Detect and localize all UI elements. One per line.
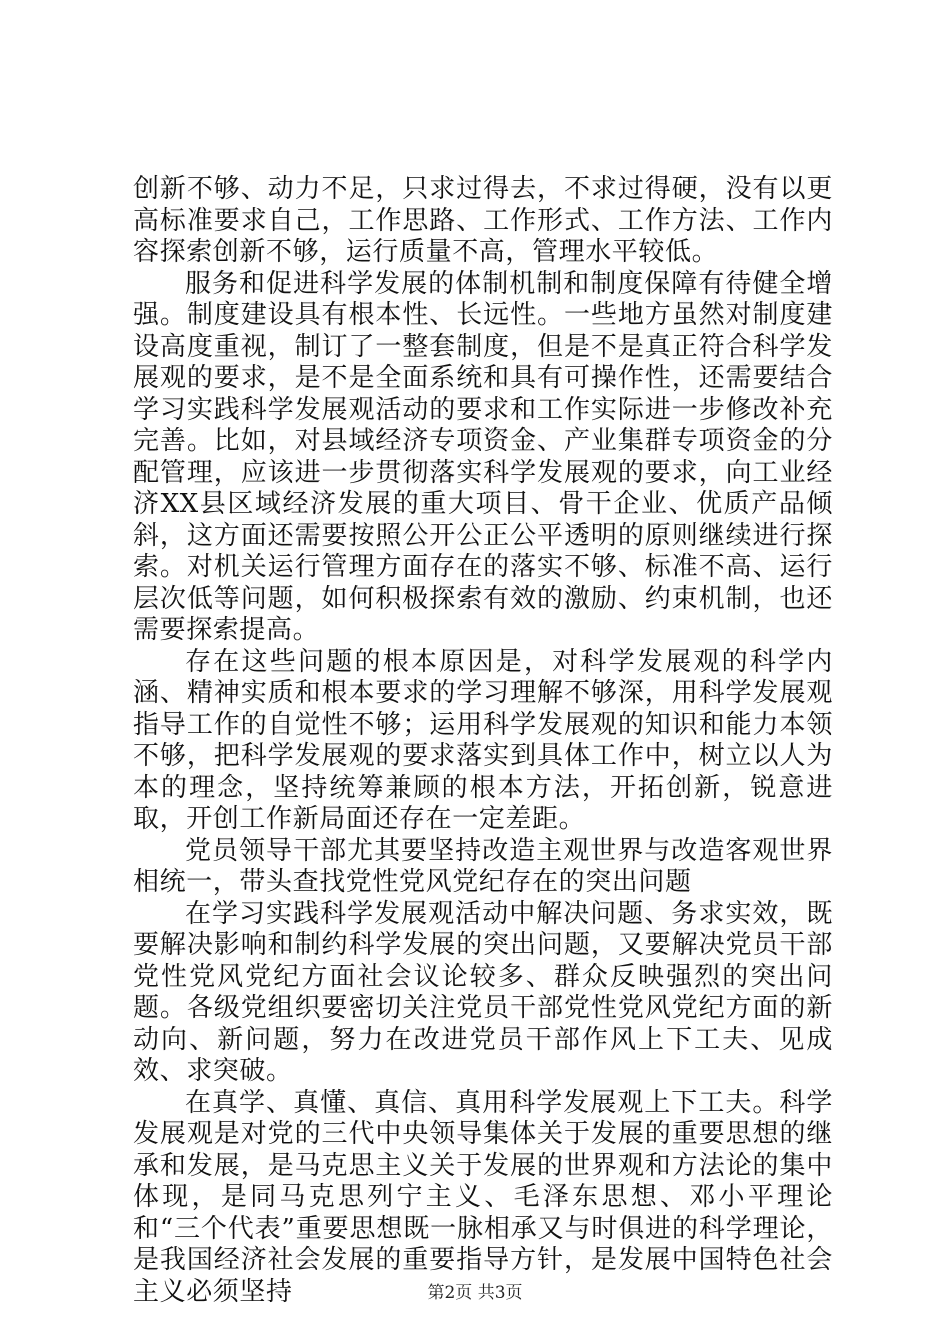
paragraph-solve-problems: 在学习实践科学发展观活动中解决问题、务求实效，既要解决影响和制约科学发展的突出问题，又要解决党员干部党性党风党纪方面社会议论较多、群众反映强烈的突出问题。各级党组织要密切关注党员干部党性党风党纪方面的新动向、新问题，努力在改进党员干部作风上下工夫、见成效、求突破。: [133, 898, 833, 1086]
paragraph-continuation: 创新不够、动力不足，只求过得去，不求过得硬，没有以更高标准要求自己，工作思路、工作形式、工作方法、工作内容探索创新不够，运行质量不高，管理水平较低。: [133, 174, 833, 267]
paragraph-institutional-guarantee: 服务和促进科学发展的体制机制和制度保障有待健全增强。制度建设具有根本性、长远性。一些地方虽然对制度建设高度重视，制订了一整套制度，但是不是真正符合科学发展观的要求，是不是全面系统和具有可操作性，还需要结合学习实践科学发展观活动的要求和工作实际进一步修改补充完善。比如，对县域经济专项资金、产业集群专项资金的分配管理，应该进一步贯彻落实科学发展观的要求，向工业经济XX县区域经济发展的重大项目、骨干企业、优质产品倾斜，这方面还需要按照公开公正公平透明的原则继续进行探索。对机关运行管理方面存在的落实不够、标准不高、运行层次低等问题，如何积极探索有效的激励、约束机制，也还需要探索提高。: [133, 268, 833, 645]
paragraph-root-cause: 存在这些问题的根本原因是，对科学发展观的科学内涵、精神实质和根本要求的学习理解不够深，用科学发展观指导工作的自觉性不够；运用科学发展观的知识和能力本领不够，把科学发展观的要求落实到具体工作中，树立以人为本的理念，坚持统筹兼顾的根本方法，开拓创新，锐意进取，开创工作新局面还存在一定差距。: [133, 646, 833, 834]
paragraph-section-heading: 党员领导干部尤其要坚持改造主观世界与改造客观世界相统一，带头查找党性党风党纪存在的突出问题: [133, 835, 833, 897]
page-number-footer: 第2页 共3页: [427, 1283, 523, 1303]
paragraph-study-theory: 在真学、真懂、真信、真用科学发展观上下工夫。科学发展观是对党的三代中央领导集体关于发展的重要思想的继承和发展，是马克思主义关于发展的世界观和方法论的集中体现，是同马克思列宁主义、毛泽东思想、邓小平理论和“三个代表”重要思想既一脉相承又与时俱进的科学理论，是我国经济社会发展的重要指导方针，是发展中国特色社会主义必须坚持: [133, 1087, 833, 1307]
document-body: [133, 174, 833, 1308]
